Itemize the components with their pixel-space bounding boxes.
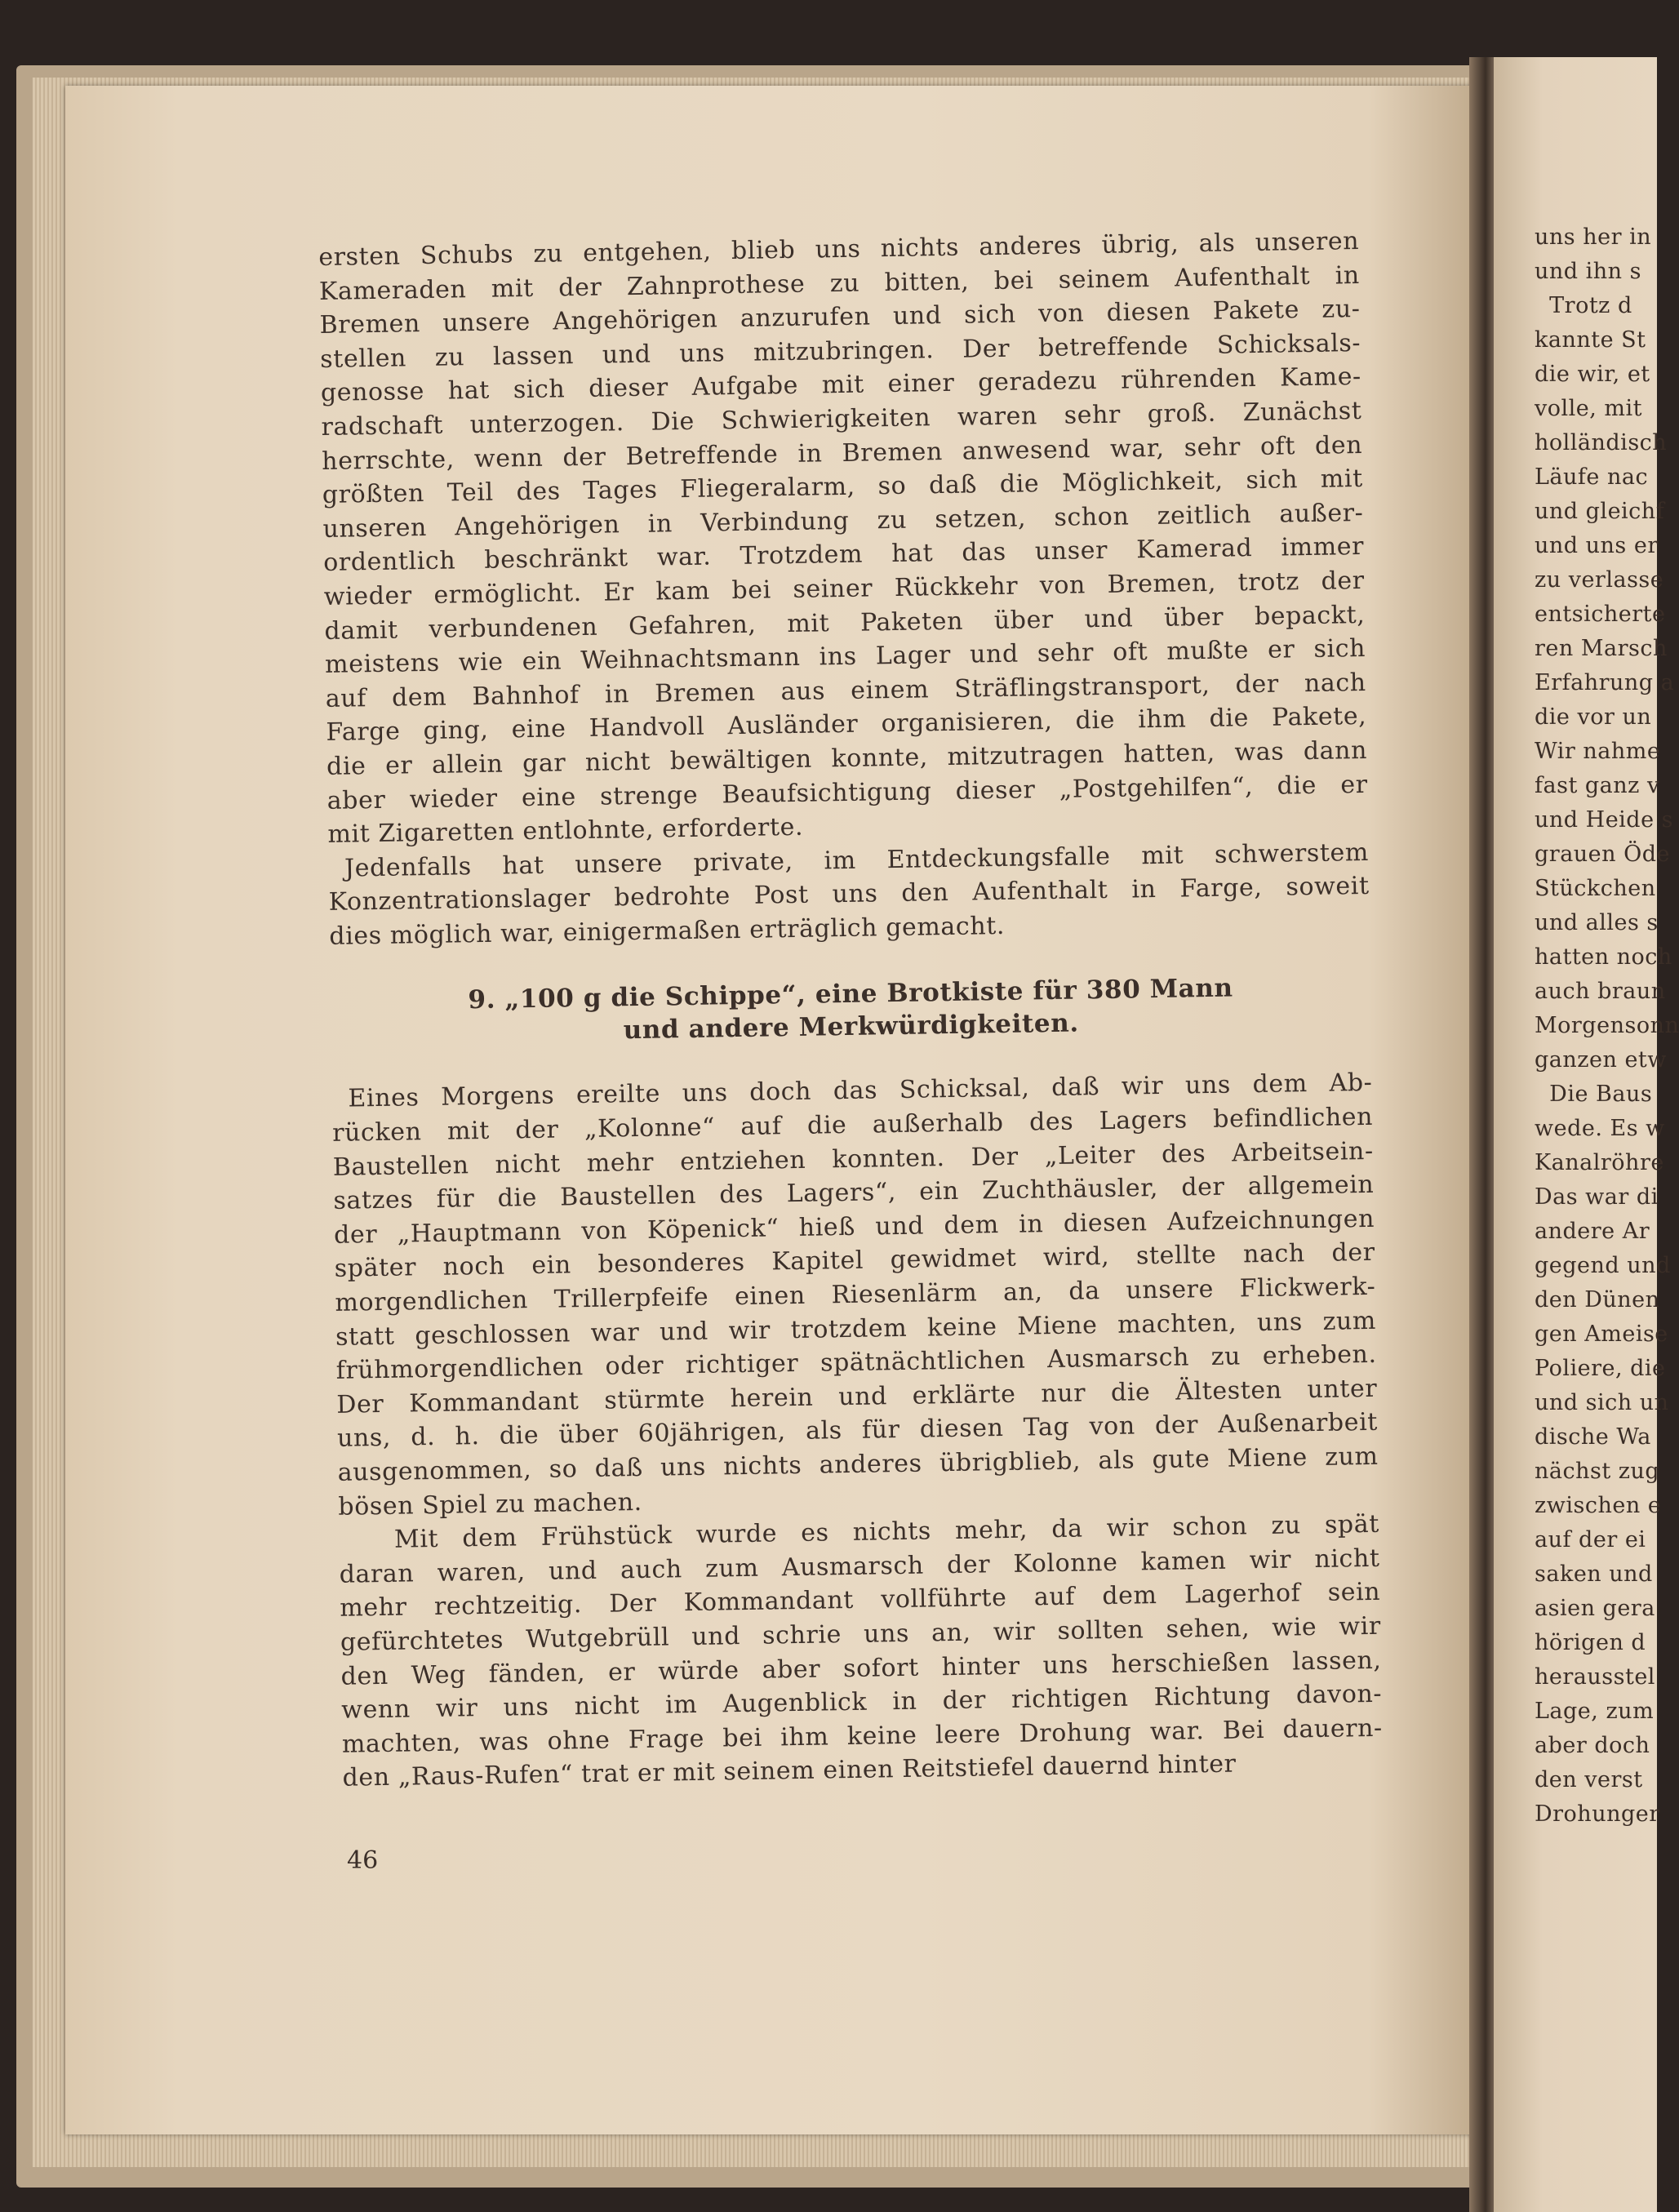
right-page-line: dische Wa <box>1535 1424 1651 1450</box>
right-page-line: aber doch <box>1535 1733 1650 1758</box>
text-line: damit verbundenen Gefahren, mit Paketen über und über bepackt, <box>324 600 1366 646</box>
paragraph <box>331 1066 1379 1524</box>
heading-line: und andere Merkwürdigkeiten. <box>623 1008 1080 1046</box>
right-page-line: Lage, zum <box>1535 1699 1655 1724</box>
right-page-line: entsicherte <box>1535 602 1666 627</box>
right-page-line: grauen Öde <box>1535 842 1671 867</box>
text-line: aber wieder eine strenge Beaufsichtigung dieser „Postgehilfen“, die er <box>326 770 1368 815</box>
right-page-text <box>1535 220 1679 1832</box>
text-line: den Weg fänden, er würde aber sofort hinter uns herschießen lassen, <box>340 1646 1382 1691</box>
right-page-line: Morgensonn <box>1535 1013 1679 1038</box>
right-page-line: kannte St <box>1535 327 1646 353</box>
text-line: genosse hat sich dieser Aufgabe mit einer geradezu rührenden Kame- <box>320 362 1362 408</box>
text-line: dies möglich war, einigermaßen erträglich gemacht. <box>329 911 1006 951</box>
text-line: gefürchtetes Wutgebrüll und schrie uns an, wir sollten sehen, wie wir <box>340 1611 1382 1657</box>
right-page-line: Das war di <box>1535 1184 1659 1210</box>
text-line: statt geschlossen war und wir trotzdem keine Miene machten, uns zum <box>335 1306 1377 1352</box>
text-line: später noch ein besonderes Kapitel gewidmet wird, stellte nach der <box>334 1238 1375 1284</box>
right-page-line: zwischen e <box>1535 1493 1662 1518</box>
right-page-line: uns her in <box>1535 224 1652 250</box>
text-line: bösen Spiel zu machen. <box>338 1487 643 1521</box>
right-page-line: den Dünen <box>1535 1287 1660 1313</box>
paragraph <box>328 836 1370 954</box>
text-line: herrschte, wenn der Betreffende in Bremen anwesend war, sehr oft den <box>321 430 1363 476</box>
right-page-line: und alles s <box>1535 910 1659 935</box>
text-line: Baustellen nicht mehr entziehen konnten. Der „Leiter des Arbeitsein- <box>332 1136 1374 1182</box>
section-heading <box>330 970 1371 1051</box>
right-page-line: herausstel <box>1535 1664 1655 1690</box>
text-line: mit Zigaretten entlohnte, erforderte. <box>327 812 804 850</box>
right-page-line: und ihn s <box>1535 259 1641 284</box>
text-line: radschaft unterzogen. Die Schwierigkeiten waren sehr groß. Zunächst <box>321 396 1362 442</box>
text-line: ersten Schubs zu entgehen, blieb uns nichts anderes übrig, als unseren <box>318 226 1360 272</box>
right-page-line: auch braun <box>1535 979 1666 1004</box>
text-line: wieder ermöglicht. Er kam bei seiner Rückkehr von Bremen, trotz der <box>323 566 1365 611</box>
right-page-line: die wir, et <box>1535 362 1650 387</box>
right-page <box>1494 57 1679 2212</box>
right-page-line: Wir nahme <box>1535 739 1661 764</box>
heading-line: 9. „100 g die Schippe“, eine Brotkiste für 380 Mann <box>468 973 1233 1015</box>
right-page-line: Läufe nac <box>1535 464 1649 490</box>
page-number: 46 <box>347 1846 379 1875</box>
right-page-line: Erfahrung a <box>1535 670 1675 695</box>
text-line: meistens wie ein Weihnachtsmann ins Lager und sehr oft mußte er sich <box>324 634 1366 680</box>
text-line: ausgenommen, so daß uns nichts anderes übrigblieb, als gute Miene zum <box>337 1441 1379 1487</box>
right-page-line: andere Ar <box>1535 1219 1650 1244</box>
right-page-line: nächst zug <box>1535 1459 1660 1484</box>
right-page-line: gegend und <box>1535 1253 1671 1278</box>
text-line: Der Kommandant stürmte herein und erklärte nur die Ältesten unter <box>336 1374 1378 1419</box>
text-line: Bremen unsere Angehörigen anzurufen und sich von diesen Pakete zu- <box>319 295 1361 340</box>
right-page-line: und sich un <box>1535 1390 1669 1415</box>
text-line: satzes für die Baustellen des Lagers“, ein Zuchthäusler, der allgemein <box>333 1170 1375 1216</box>
right-page-line: zu verlasse <box>1535 567 1664 593</box>
text-line: Kameraden mit der Zahnprothese zu bitten, bei seinem Aufenthalt in <box>318 260 1361 306</box>
right-page-line: hörigen d <box>1535 1630 1646 1655</box>
text-line: machten, was ohne Frage bei ihm keine leere Drohung war. Bei dauern- <box>341 1713 1384 1759</box>
right-page-line: Kanalröhre <box>1535 1150 1664 1175</box>
text-line: größten Teil des Tages Fliegeralarm, so daß die Möglichkeit, sich mit <box>322 464 1364 510</box>
text-line: mehr rechtzeitig. Der Kommandant vollführte auf dem Lagerhof sein <box>340 1578 1381 1623</box>
text-line: auf dem Bahnhof in Bremen aus einem Sträflingstransport, der nach <box>325 668 1366 713</box>
text-line: daran waren, und auch zum Ausmarsch der Kolonne kamen wir nicht <box>339 1544 1380 1589</box>
text-line: rücken mit der „Kolonne“ auf die außerhalb des Lagers befindlichen <box>331 1102 1374 1148</box>
text-line: Eines Morgens ereilte uns doch das Schicksal, daß wir uns dem Ab- <box>348 1068 1373 1114</box>
right-page-line: volle, mit <box>1535 396 1643 421</box>
body-text <box>318 224 1384 1796</box>
right-page-line: auf der ei <box>1535 1527 1646 1552</box>
right-page-line: holländisch <box>1535 430 1668 455</box>
right-page-line: Poliere, die <box>1535 1356 1666 1381</box>
text-line: ordentlich beschränkt war. Trotzdem hat das unser Kamerad immer <box>322 532 1365 578</box>
text-line: Farge ging, eine Handvoll Ausländer organisieren, die ihm die Pakete, <box>326 702 1367 748</box>
right-page-line: und gleichf <box>1535 499 1665 524</box>
paragraph <box>318 224 1369 852</box>
right-page-line: und Heide s <box>1535 807 1674 833</box>
right-page-line: Stückchen <box>1535 876 1656 901</box>
right-page-line: die vor un <box>1535 704 1652 730</box>
text-line: unseren Angehörigen in Verbindung zu setzen, schon zeitlich außer- <box>322 498 1364 544</box>
text-line: die er allein gar nicht bewältigen konnte, mitzutragen hatten, was dann <box>326 735 1368 781</box>
right-page-line: wede. Es w <box>1535 1116 1665 1141</box>
right-page-line: und uns er <box>1535 533 1659 558</box>
right-page-line: asien gera <box>1535 1596 1655 1621</box>
right-page-line: Drohunger <box>1535 1801 1660 1827</box>
text-line: uns, d. h. die über 60jährigen, als für diesen Tag von der Außenarbeit <box>336 1408 1379 1454</box>
right-page-line: den verst <box>1535 1767 1643 1792</box>
text-line: Konzentrationslager bedrohte Post uns den Aufenthalt in Farge, soweit <box>328 872 1370 917</box>
paragraph <box>339 1508 1384 1796</box>
text-line: der „Hauptmann von Köpenick“ hieß und dem in diesen Aufzeichnungen <box>333 1204 1375 1250</box>
right-page-line: hatten noch <box>1535 944 1672 970</box>
text-line: Mit dem Frühstück wurde es nichts mehr, da wir schon zu spät <box>393 1509 1380 1554</box>
right-page-line: Die Baus <box>1535 1082 1653 1107</box>
text-line: stellen zu lassen und uns mitzubringen. Der betreffende Schicksals- <box>320 328 1361 374</box>
right-page-line: gen Ameise <box>1535 1321 1668 1347</box>
right-page-line: fast ganz v <box>1535 773 1660 798</box>
text-line: wenn wir uns nicht im Augenblick in der richtigen Richtung davon- <box>341 1679 1383 1725</box>
text-line: den „Raus-Rufen“ trat er mit seinem einen Reitstiefel dauernd hinter <box>342 1749 1237 1793</box>
text-line: Jedenfalls hat unsere private, im Entdeckungsfalle mit schwerstem <box>344 837 1370 883</box>
text-line: frühmorgendlichen oder richtiger spätnächtlichen Ausmarsch zu erheben. <box>335 1340 1377 1386</box>
right-page-line: saken und <box>1535 1561 1653 1587</box>
right-page-line: Trotz d <box>1535 293 1632 318</box>
right-page-line: ganzen etw <box>1535 1047 1667 1073</box>
right-page-line: ren Marsch <box>1535 636 1668 661</box>
text-line: morgendlichen Trillerpfeife einen Riesenlärm an, da unsere Flickwerk- <box>335 1272 1376 1317</box>
